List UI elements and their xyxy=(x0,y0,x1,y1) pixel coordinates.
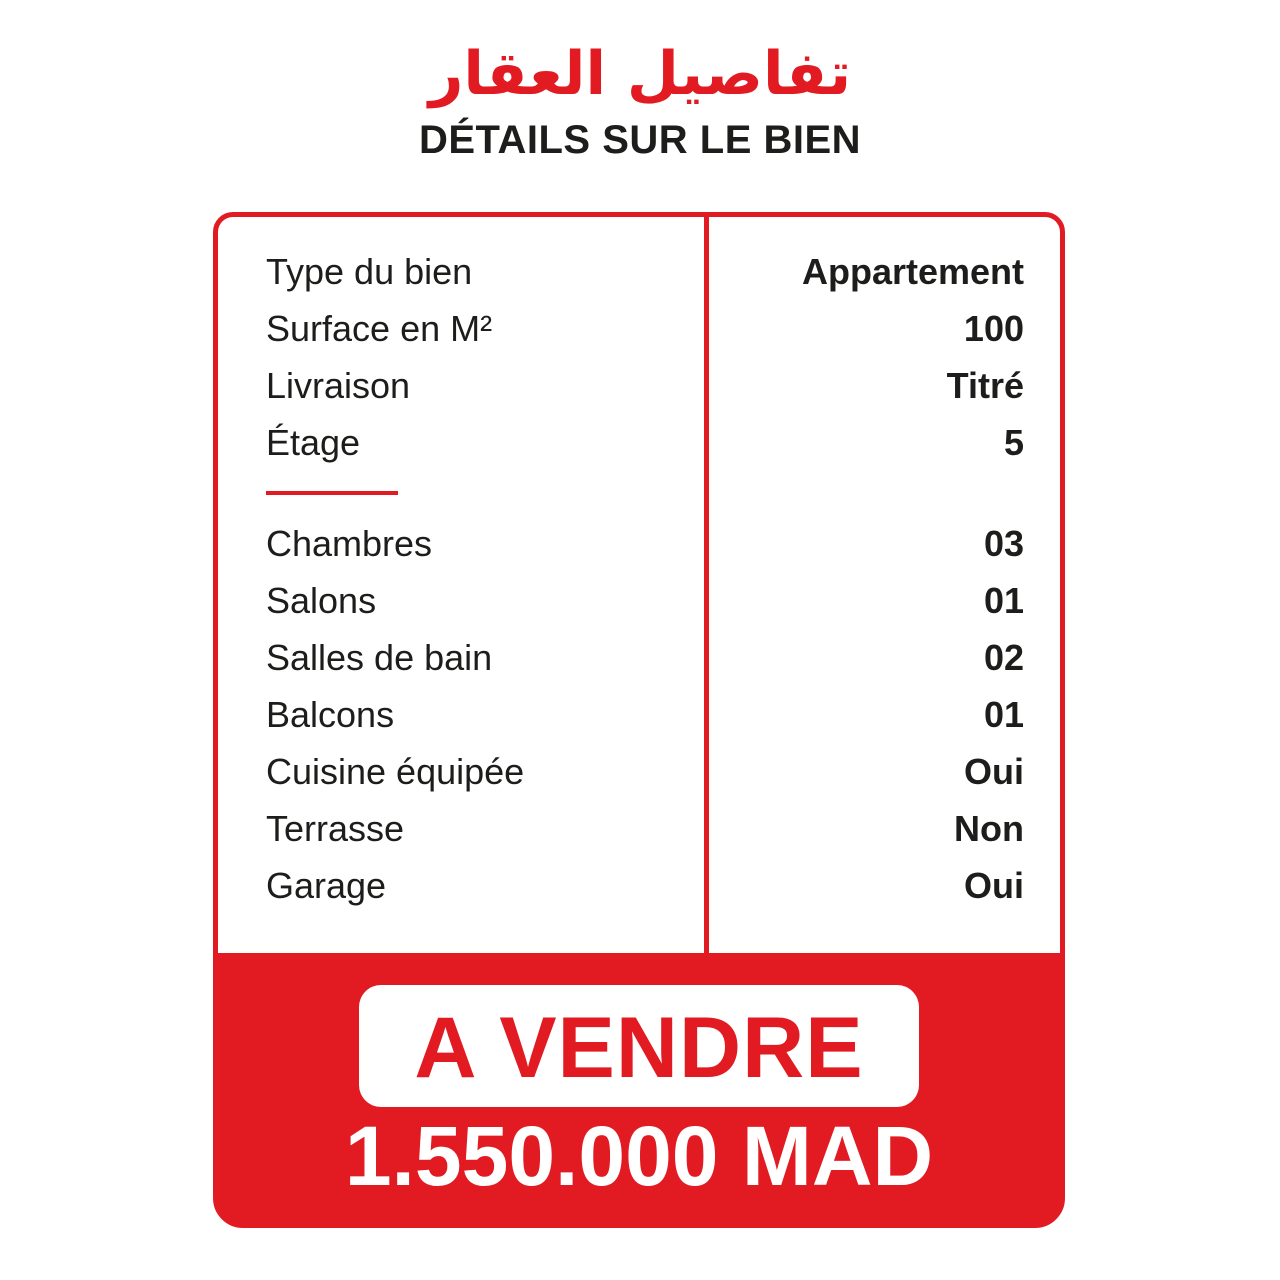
detail-label: Livraison xyxy=(266,364,411,406)
details-table xyxy=(218,217,1060,953)
detail-row xyxy=(218,243,1060,300)
column-divider xyxy=(704,217,709,953)
detail-value: 02 xyxy=(983,636,1024,678)
detail-value: Oui xyxy=(964,750,1024,792)
detail-value: 100 xyxy=(963,307,1024,349)
detail-label: Type du bien xyxy=(266,250,473,292)
detail-value: 5 xyxy=(1003,421,1024,463)
detail-row xyxy=(218,857,1060,914)
detail-value: Appartement xyxy=(801,250,1024,292)
detail-row xyxy=(218,357,1060,414)
detail-value: 01 xyxy=(983,693,1024,735)
flyer-header xyxy=(0,38,1280,162)
detail-value: Titré xyxy=(946,364,1024,406)
detail-label: Garage xyxy=(266,864,387,906)
detail-label: Salles de bain xyxy=(266,636,493,678)
price-text: 1.550.000 MAD xyxy=(344,1109,934,1203)
footer-banner xyxy=(218,953,1060,1223)
detail-value: Oui xyxy=(964,864,1024,906)
detail-row xyxy=(218,414,1060,471)
detail-row xyxy=(218,515,1060,572)
detail-label: Surface en M² xyxy=(266,307,493,349)
detail-row xyxy=(218,800,1060,857)
detail-label: Chambres xyxy=(266,522,433,564)
detail-label: Salons xyxy=(266,579,377,621)
arabic-title: تفاصيل العقار xyxy=(428,39,852,109)
detail-row xyxy=(218,686,1060,743)
detail-label: Cuisine équipée xyxy=(266,750,525,792)
section-divider xyxy=(266,491,398,495)
detail-row xyxy=(218,743,1060,800)
detail-label: Terrasse xyxy=(266,807,405,849)
detail-label: Balcons xyxy=(266,693,395,735)
detail-row xyxy=(218,629,1060,686)
sale-status-badge xyxy=(359,985,919,1107)
detail-value: 01 xyxy=(983,579,1024,621)
detail-row xyxy=(218,300,1060,357)
details-card xyxy=(213,212,1065,1228)
section-divider-row xyxy=(218,471,1060,515)
detail-row xyxy=(218,572,1060,629)
sale-status-label: A VENDRE xyxy=(414,1000,864,1096)
detail-value: Non xyxy=(954,807,1024,849)
detail-value: 03 xyxy=(983,522,1024,564)
french-subtitle: DÉTAILS SUR LE BIEN xyxy=(418,118,862,162)
detail-label: Étage xyxy=(266,421,361,463)
